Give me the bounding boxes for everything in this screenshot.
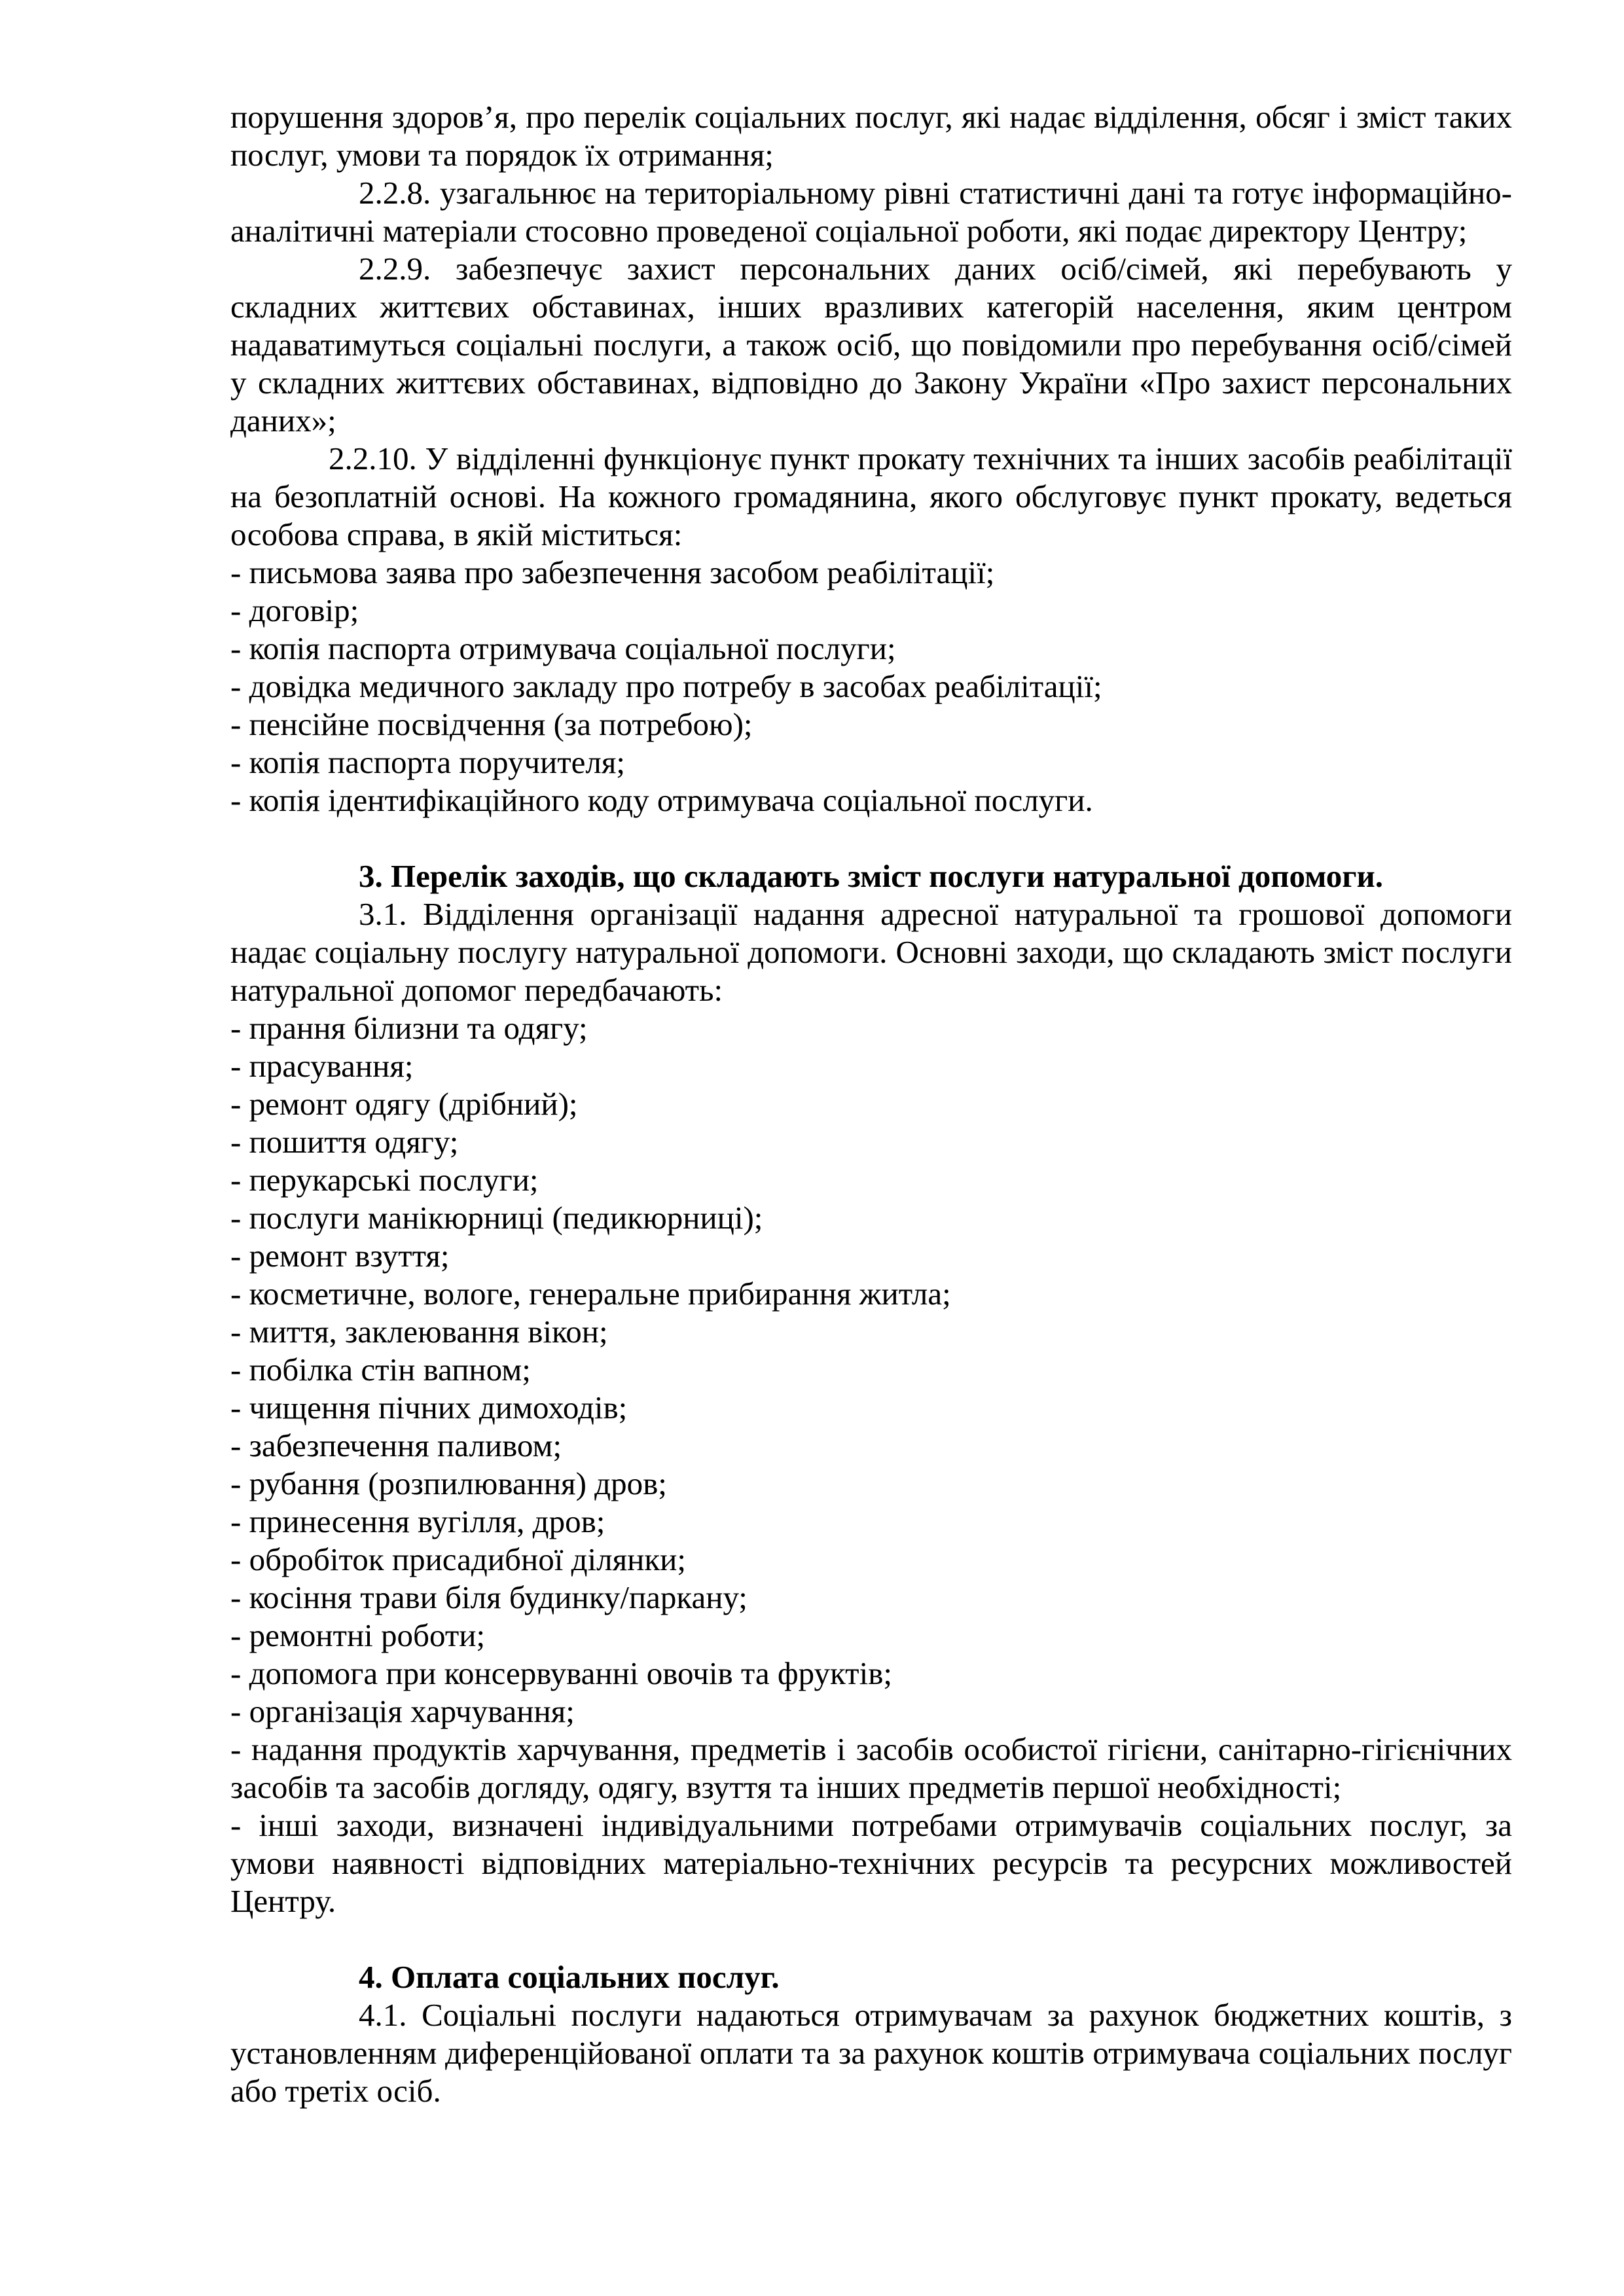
list-item: - пошиття одягу; [230,1124,459,1160]
section-4-heading: 4. Оплата соціальних послуг. [359,1959,780,1995]
list-item: - копія паспорта отримувача соціальної послуги; [230,630,896,666]
list-item: - косіння трави біля будинку/паркану; [230,1579,748,1615]
list-item: - копія ідентифікаційного коду отримувача соціальної послуги. [230,782,1093,818]
list-item: - косметичне, вологе, генеральне прибирання житла; [230,1276,951,1312]
section-3-heading: 3. Перелік заходів, що складають зміст послуги натуральної допомоги. [359,858,1384,894]
list-item: - договір; [230,592,359,628]
list-item: - чищення пічних димоходів; [230,1390,628,1426]
list-item: - допомога при консервуванні овочів та фруктів; [230,1655,892,1691]
paragraph-continuation: порушення здоров’я, про перелік соціальних послуг, які надає відділення, обсяг і зміст таких послуг, умови та порядок їх отримання; [230,99,1512,173]
list-item: - послуги манікюрниці (педикюрниці); [230,1200,763,1236]
list-item: - пенсійне посвідчення (за потребою); [230,706,753,742]
list-item: - перукарські послуги; [230,1162,539,1198]
spacer [230,1920,1512,1958]
paragraph-4-1: 4.1. Соціальні послуги надаються отримувачам за рахунок бюджетних коштів, з установленням диференційованої оплати та за рахунок коштів отримувача соціальних послуг або третіх осіб. [230,1997,1512,2109]
paragraph-2-2-9: 2.2.9. забезпечує захист персональних даних осіб/сімей, які перебувають у складних життєвих обставинах, інших вразливих категорій населення, яким центром надаватимуться соціальні послуги, а також осіб, що повідомили про перебування осіб/сімей у складних життєвих обставинах, відповідно до Закону України «Про захист персональних даних»; [230,251,1512,439]
list-item: - організація харчування; [230,1693,575,1729]
document-page [230,98,1512,2110]
list-item: - письмова заява про забезпечення засобом реабілітації; [230,554,995,590]
paragraph-3-1: 3.1. Відділення організації надання адресної натуральної та грошової допомоги надає соціальну послугу натуральної допомоги. Основні заходи, що складають зміст послуги натуральної допомог передбачають: [230,896,1512,1008]
list-item: - ремонт взуття; [230,1238,450,1274]
list-item: - надання продуктів харчування, предметів і засобів особистої гігієни, санітарно-гігієнічних засобів та засобів догляду, одягу, взуття та інших предметів першої необхідності; [230,1731,1512,1805]
list-item: - прання білизни та одягу; [230,1010,588,1046]
list-item: - ремонтні роботи; [230,1617,486,1653]
list-item: - копія паспорта поручителя; [230,744,626,780]
documents-list [230,554,1512,819]
list-item: - прасування; [230,1048,414,1084]
paragraph-2-2-8: 2.2.8. узагальнює на територіальному рівні статистичні дані та готує інформаційно-аналітичні матеріали стосовно проведеної соціальної роботи, які подає директору Центру; [230,175,1512,249]
list-item: - ремонт одягу (дрібний); [230,1086,578,1122]
list-item: - обробіток присадибної ділянки; [230,1541,686,1577]
list-item: - миття, заклеювання вікон; [230,1314,608,1350]
paragraph-2-2-10: 2.2.10. У відділенні функціонує пункт прокату технічних та інших засобів реабілітації на безоплатній основі. На кожного громадянина, якого обслуговує пункт прокату, ведеться особова справа, в якій міститься: [230,440,1512,552]
list-item: - принесення вугілля, дров; [230,1503,605,1539]
list-item: - довідка медичного закладу про потребу в засобах реабілітації; [230,668,1102,704]
list-item: - рубання (розпилювання) дров; [230,1465,667,1501]
list-item: - побілка стін вапном; [230,1352,531,1388]
list-item: - забезпечення паливом; [230,1427,562,1463]
measures-list [230,1009,1512,1920]
list-item: - інші заходи, визначені індивідуальними потребами отримувачів соціальних послуг, за умови наявності відповідних матеріально-технічних ресурсів та ресурсних можливостей Центру. [230,1807,1512,1919]
spacer [230,819,1512,857]
